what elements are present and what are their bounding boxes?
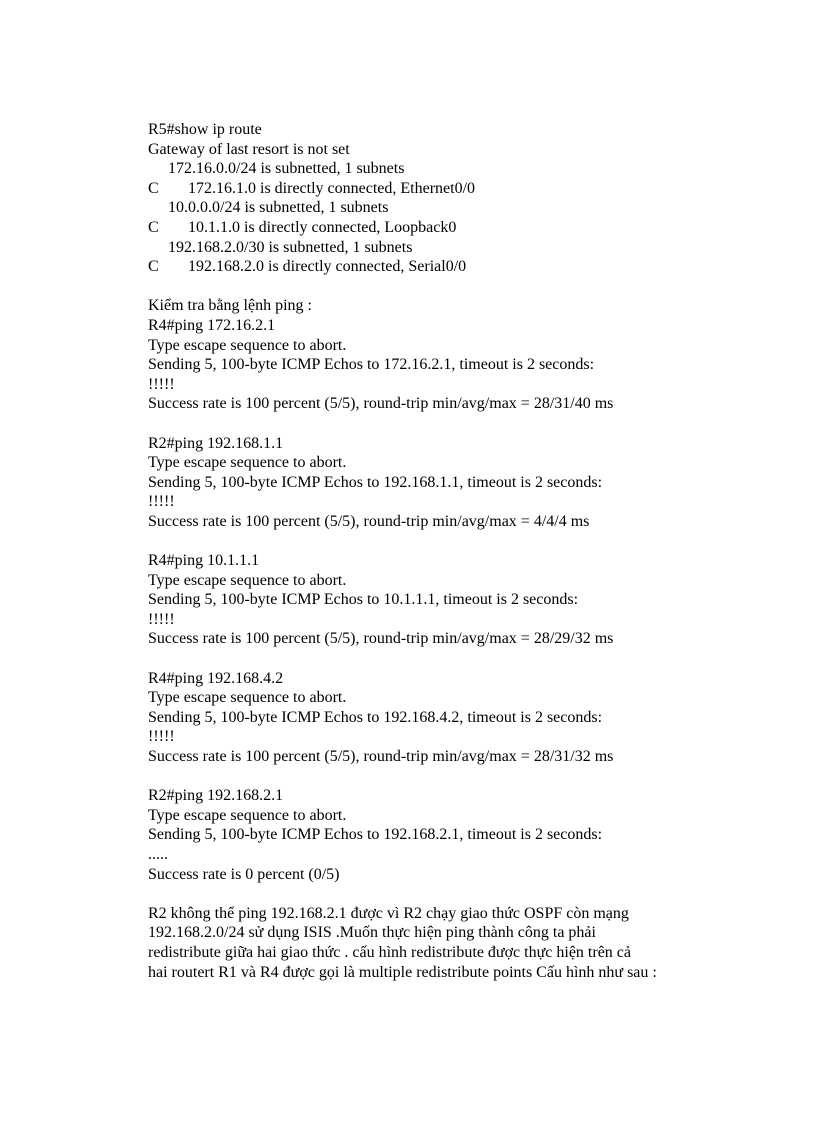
ping-command: R4#ping 192.168.4.2 — [148, 669, 284, 687]
route-code: C — [148, 218, 159, 236]
ping-block — [148, 669, 768, 767]
subnet-line: 192.168.2.0/30 is subnetted, 1 subnets — [168, 238, 413, 256]
ping-command: R2#ping 192.168.2.1 — [148, 787, 284, 805]
ping-escape-text: Type escape sequence to abort. — [148, 806, 347, 824]
spacer — [148, 277, 768, 297]
ping-result-marks: ..... — [148, 845, 168, 863]
spacer — [148, 884, 768, 904]
spacer — [148, 649, 768, 669]
ping-sending-text: Sending 5, 100-byte ICMP Echos to 192.168.4.2, timeout is 2 seconds: — [148, 708, 603, 726]
route-code: C — [148, 258, 159, 276]
route-text: 192.168.2.0 is directly connected, Serial0/0 — [188, 258, 467, 276]
spacer — [148, 414, 768, 434]
ping-result-marks: !!!!! — [148, 493, 175, 511]
conclusion-paragraph — [148, 904, 768, 982]
ping-sending-text: Sending 5, 100-byte ICMP Echos to 192.168.1.1, timeout is 2 seconds: — [148, 473, 603, 491]
show-ip-route-command: R5#show ip route — [148, 121, 262, 138]
ping-escape-text: Type escape sequence to abort. — [148, 689, 347, 707]
ping-escape-text: Type escape sequence to abort. — [148, 336, 347, 354]
spacer — [148, 531, 768, 551]
ping-block — [148, 434, 768, 532]
ping-summary: Success rate is 100 percent (5/5), round-trip min/avg/max = 28/31/32 ms — [148, 748, 614, 765]
routing-table-section — [148, 120, 768, 277]
ping-command: R4#ping 10.1.1.1 — [148, 552, 260, 570]
ping-escape-text: Type escape sequence to abort. — [148, 454, 347, 472]
ping-block — [148, 786, 768, 884]
ping-block — [148, 316, 768, 414]
ping-sending-text: Sending 5, 100-byte ICMP Echos to 172.16.2.1, timeout is 2 seconds: — [148, 356, 595, 374]
ping-command: R4#ping 172.16.2.1 — [148, 316, 276, 334]
ping-summary: Success rate is 100 percent (5/5), round-trip min/avg/max = 4/4/4 ms — [148, 512, 590, 530]
ping-summary: Success rate is 100 percent (5/5), round-trip min/avg/max = 28/29/32 ms — [148, 630, 614, 648]
ping-summary: Success rate is 0 percent (0/5) — [148, 865, 340, 883]
route-line — [148, 257, 768, 277]
paragraph-line: hai routert R1 và R4 được gọi là multiple redistribute points Cấu hình như sau : — [148, 963, 657, 981]
ping-result-marks: !!!!! — [148, 375, 175, 393]
ping-result-marks: !!!!! — [148, 610, 175, 628]
spacer — [148, 767, 768, 787]
paragraph-line: redistribute giữa hai giao thức . cấu hình redistribute được thực hiện trên cả — [148, 943, 631, 961]
route-text: 172.16.1.0 is directly connected, Ethernet0/0 — [188, 179, 476, 197]
ping-sending-text: Sending 5, 100-byte ICMP Echos to 10.1.1.1, timeout is 2 seconds: — [148, 591, 579, 609]
paragraph-line: 192.168.2.0/24 sử dụng ISIS .Muốn thực hiện ping thành công ta phải — [148, 924, 596, 942]
ping-intro: Kiểm tra bằng lệnh ping : — [148, 297, 312, 315]
subnet-line: 172.16.0.0/24 is subnetted, 1 subnets — [168, 160, 405, 178]
ping-command: R2#ping 192.168.1.1 — [148, 434, 284, 452]
ping-escape-text: Type escape sequence to abort. — [148, 571, 347, 589]
gateway-line: Gateway of last resort is not set — [148, 140, 350, 158]
ping-sending-text: Sending 5, 100-byte ICMP Echos to 192.168.2.1, timeout is 2 seconds: — [148, 826, 603, 844]
subnet-line: 10.0.0.0/24 is subnetted, 1 subnets — [168, 199, 389, 217]
ping-result-marks: !!!!! — [148, 728, 175, 746]
ping-summary: Success rate is 100 percent (5/5), round-trip min/avg/max = 28/31/40 ms — [148, 395, 614, 413]
paragraph-line: R2 không thể ping 192.168.2.1 được vì R2 chạy giao thức OSPF còn mạng — [148, 904, 629, 922]
route-line — [148, 179, 768, 199]
document-page — [148, 120, 768, 982]
route-text: 10.1.1.0 is directly connected, Loopback0 — [188, 218, 457, 236]
route-code: C — [148, 179, 159, 197]
route-line — [148, 218, 768, 238]
ping-block — [148, 551, 768, 649]
